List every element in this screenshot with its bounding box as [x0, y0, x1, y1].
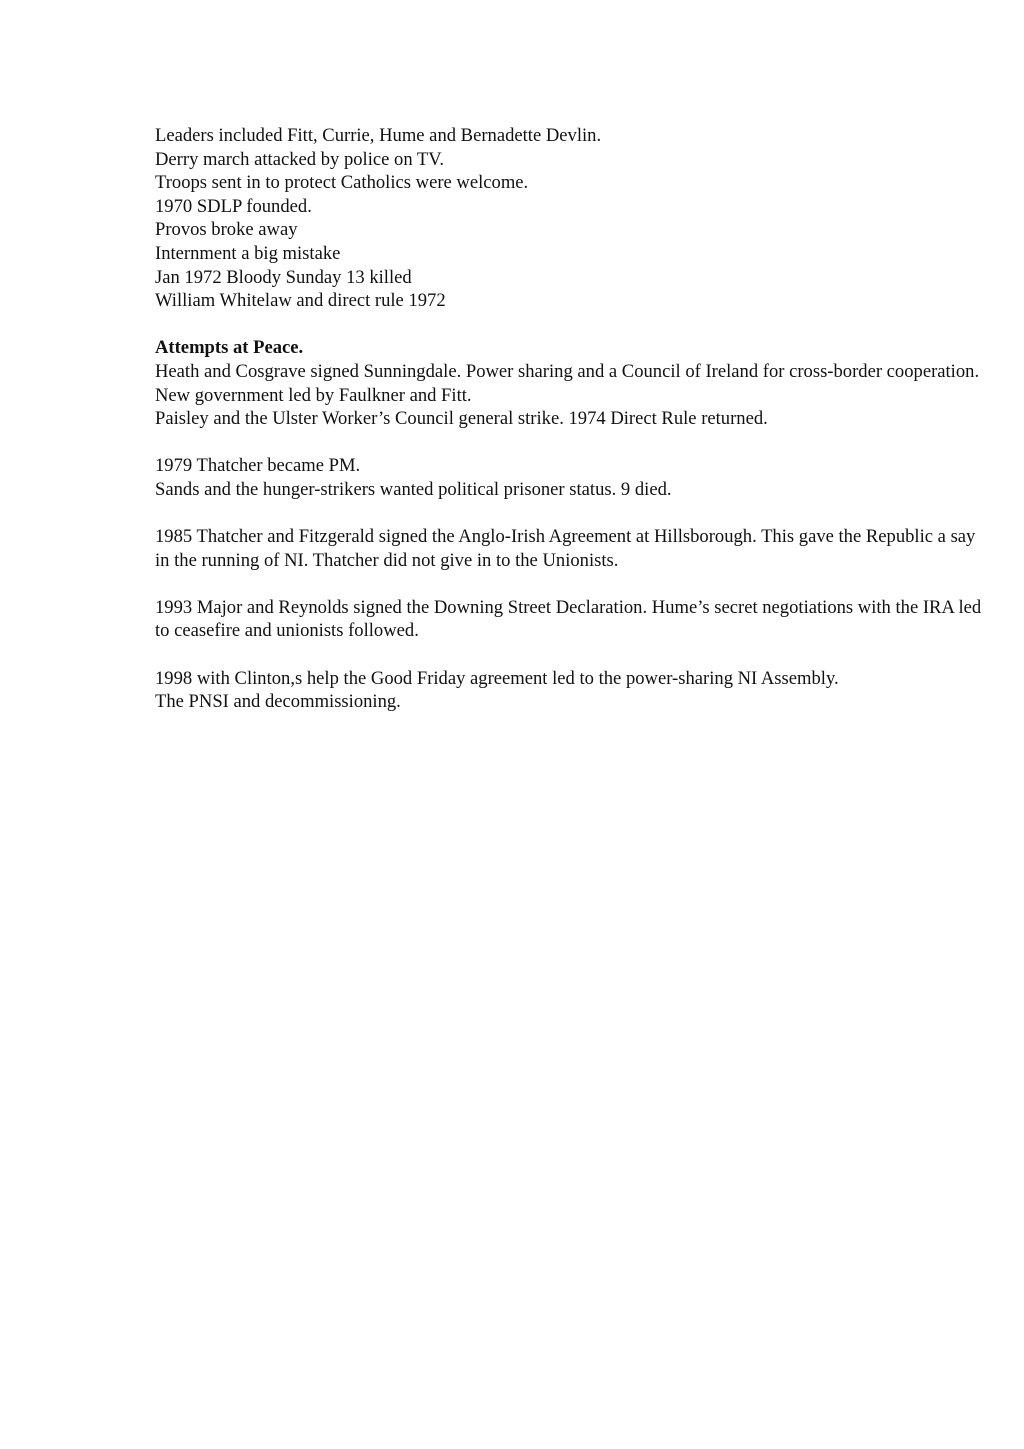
text-line: Derry march attacked by police on TV.	[155, 148, 444, 170]
section-heading: Attempts at Peace.	[155, 337, 304, 359]
text-line: Jan 1972 Bloody Sunday 13 killed	[155, 266, 412, 288]
text-line: The PNSI and decommissioning.	[155, 691, 401, 713]
text-line: Paisley and the Ulster Worker’s Council general strike. 1974 Direct Rule returned.	[155, 408, 768, 430]
text-line: New government led by Faulkner and Fitt.	[155, 384, 472, 406]
downing-street-section	[155, 596, 985, 643]
thatcher-section	[155, 454, 985, 501]
text-line: Leaders included Fitt, Currie, Hume and Bernadette Devlin.	[155, 125, 602, 146]
anglo-irish-section	[155, 525, 985, 572]
text-line: Sands and the hunger-strikers wanted political prisoner status. 9 died.	[155, 478, 672, 500]
paragraph-text: 1993 Major and Reynolds signed the Downing Street Declaration. Hume’s secret negotiations with the IRA led to ceasefire and unionists followed.	[155, 596, 982, 642]
text-line: 1979 Thatcher became PM.	[155, 455, 361, 477]
text-line: Provos broke away	[155, 219, 298, 241]
peace-section	[155, 336, 985, 430]
text-line: William Whitelaw and direct rule 1972	[155, 290, 446, 312]
text-line: Troops sent in to protect Catholics were welcome.	[155, 172, 529, 194]
good-friday-section	[155, 667, 985, 714]
text-line: 1970 SDLP founded.	[155, 195, 312, 217]
text-line: 1998 with Clinton,s help the Good Friday agreement led to the power-sharing NI Assembly.	[155, 667, 839, 689]
text-line: Heath and Cosgrave signed Sunningdale. Power sharing and a Council of Ireland for cross-border cooperation.	[155, 360, 980, 382]
intro-section	[155, 124, 985, 313]
text-line: Internment a big mistake	[155, 242, 341, 264]
document-page	[155, 124, 985, 737]
paragraph-text: 1985 Thatcher and Fitzgerald signed the Anglo-Irish Agreement at Hillsborough. This gave the Republic a say in the running of NI. Thatcher did not give in to the Unionists.	[155, 526, 976, 571]
